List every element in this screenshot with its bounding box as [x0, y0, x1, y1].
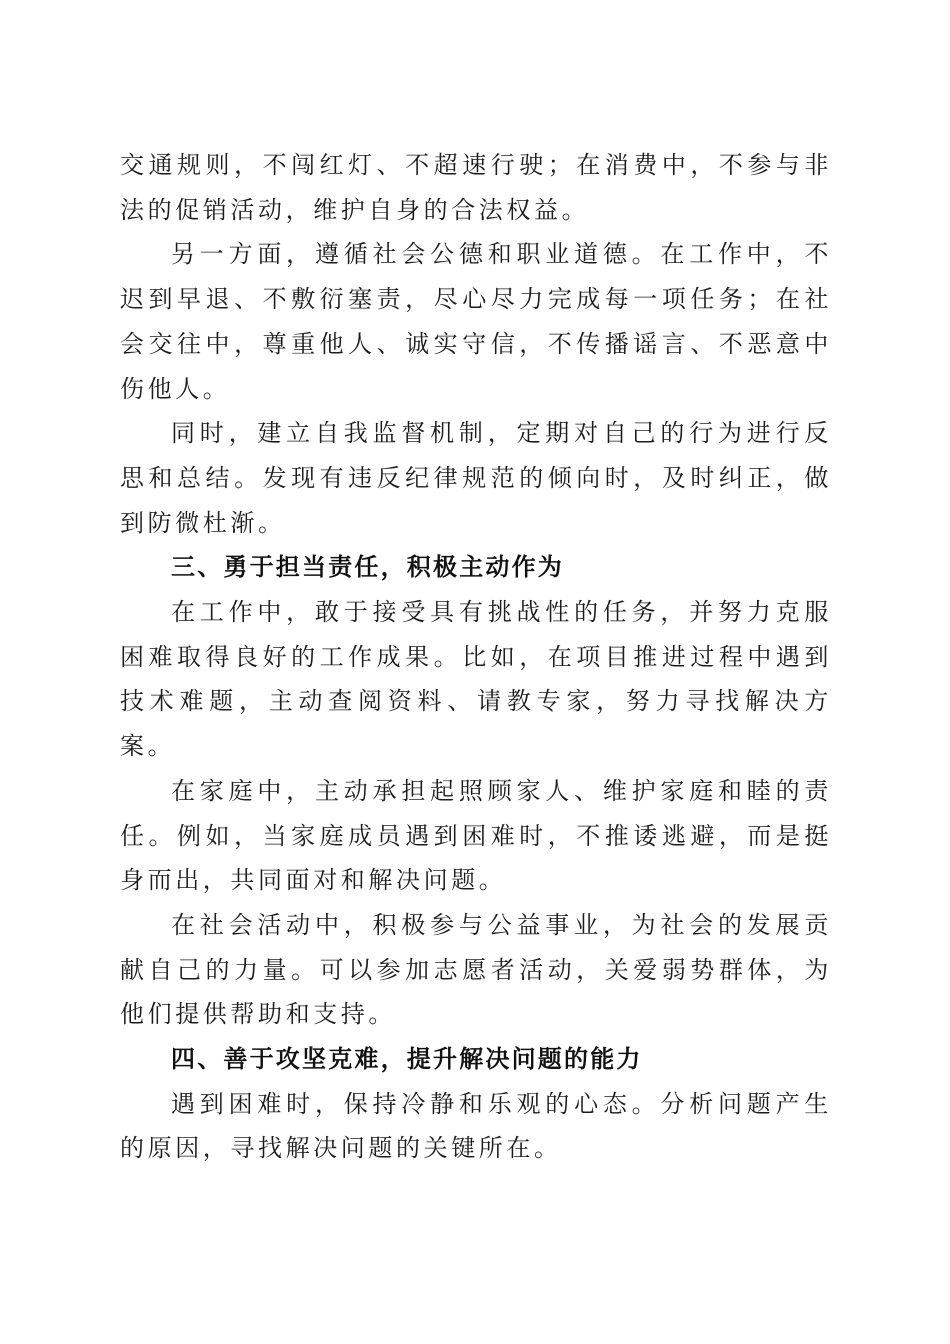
- paragraph-work-responsibility: 在工作中，敢于接受具有挑战性的任务，并努力克服困难取得良好的工作成果。比如，在项目推进过程中遇到技术难题，主动查阅资料、请教专家，努力寻找解决方案。: [120, 598, 832, 761]
- document-body: [120, 143, 832, 1171]
- section-heading-4: 四、善于攻坚克难，提升解决问题的能力: [171, 1045, 643, 1074]
- section-heading-3: 三、勇于担当责任，积极主动作为: [171, 553, 564, 582]
- paragraph-face-difficulties: 遇到困难时，保持冷静和乐观的心态。分析问题产生的原因，寻找解决问题的关键所在。: [120, 1089, 832, 1163]
- paragraph-social-morality: 另一方面，遵循社会公德和职业道德。在工作中，不迟到早退、不敷衍塞责，尽心尽力完成每一项任务；在社会交往中，尊重他人、诚实守信，不传播谣言、不恶意中伤他人。: [120, 240, 832, 403]
- paragraph-social-activity: 在社会活动中，积极参与公益事业，为社会的发展贡献自己的力量。可以参加志愿者活动，关爱弱势群体，为他们提供帮助和支持。: [120, 910, 832, 1029]
- paragraph-traffic-rules: 交通规则，不闯红灯、不超速行驶；在消费中，不参与非法的促销活动，维护自身的合法权益。: [120, 151, 832, 224]
- paragraph-family-responsibility: 在家庭中，主动承担起照顾家人、维护家庭和睦的责任。例如，当家庭成员遇到困难时，不推诿逃避，而是挺身而出，共同面对和解决问题。: [120, 776, 832, 895]
- paragraph-self-supervision: 同时，建立自我监督机制，定期对自己的行为进行反思和总结。发现有违反纪律规范的倾向时，及时纠正，做到防微杜渐。: [120, 419, 832, 537]
